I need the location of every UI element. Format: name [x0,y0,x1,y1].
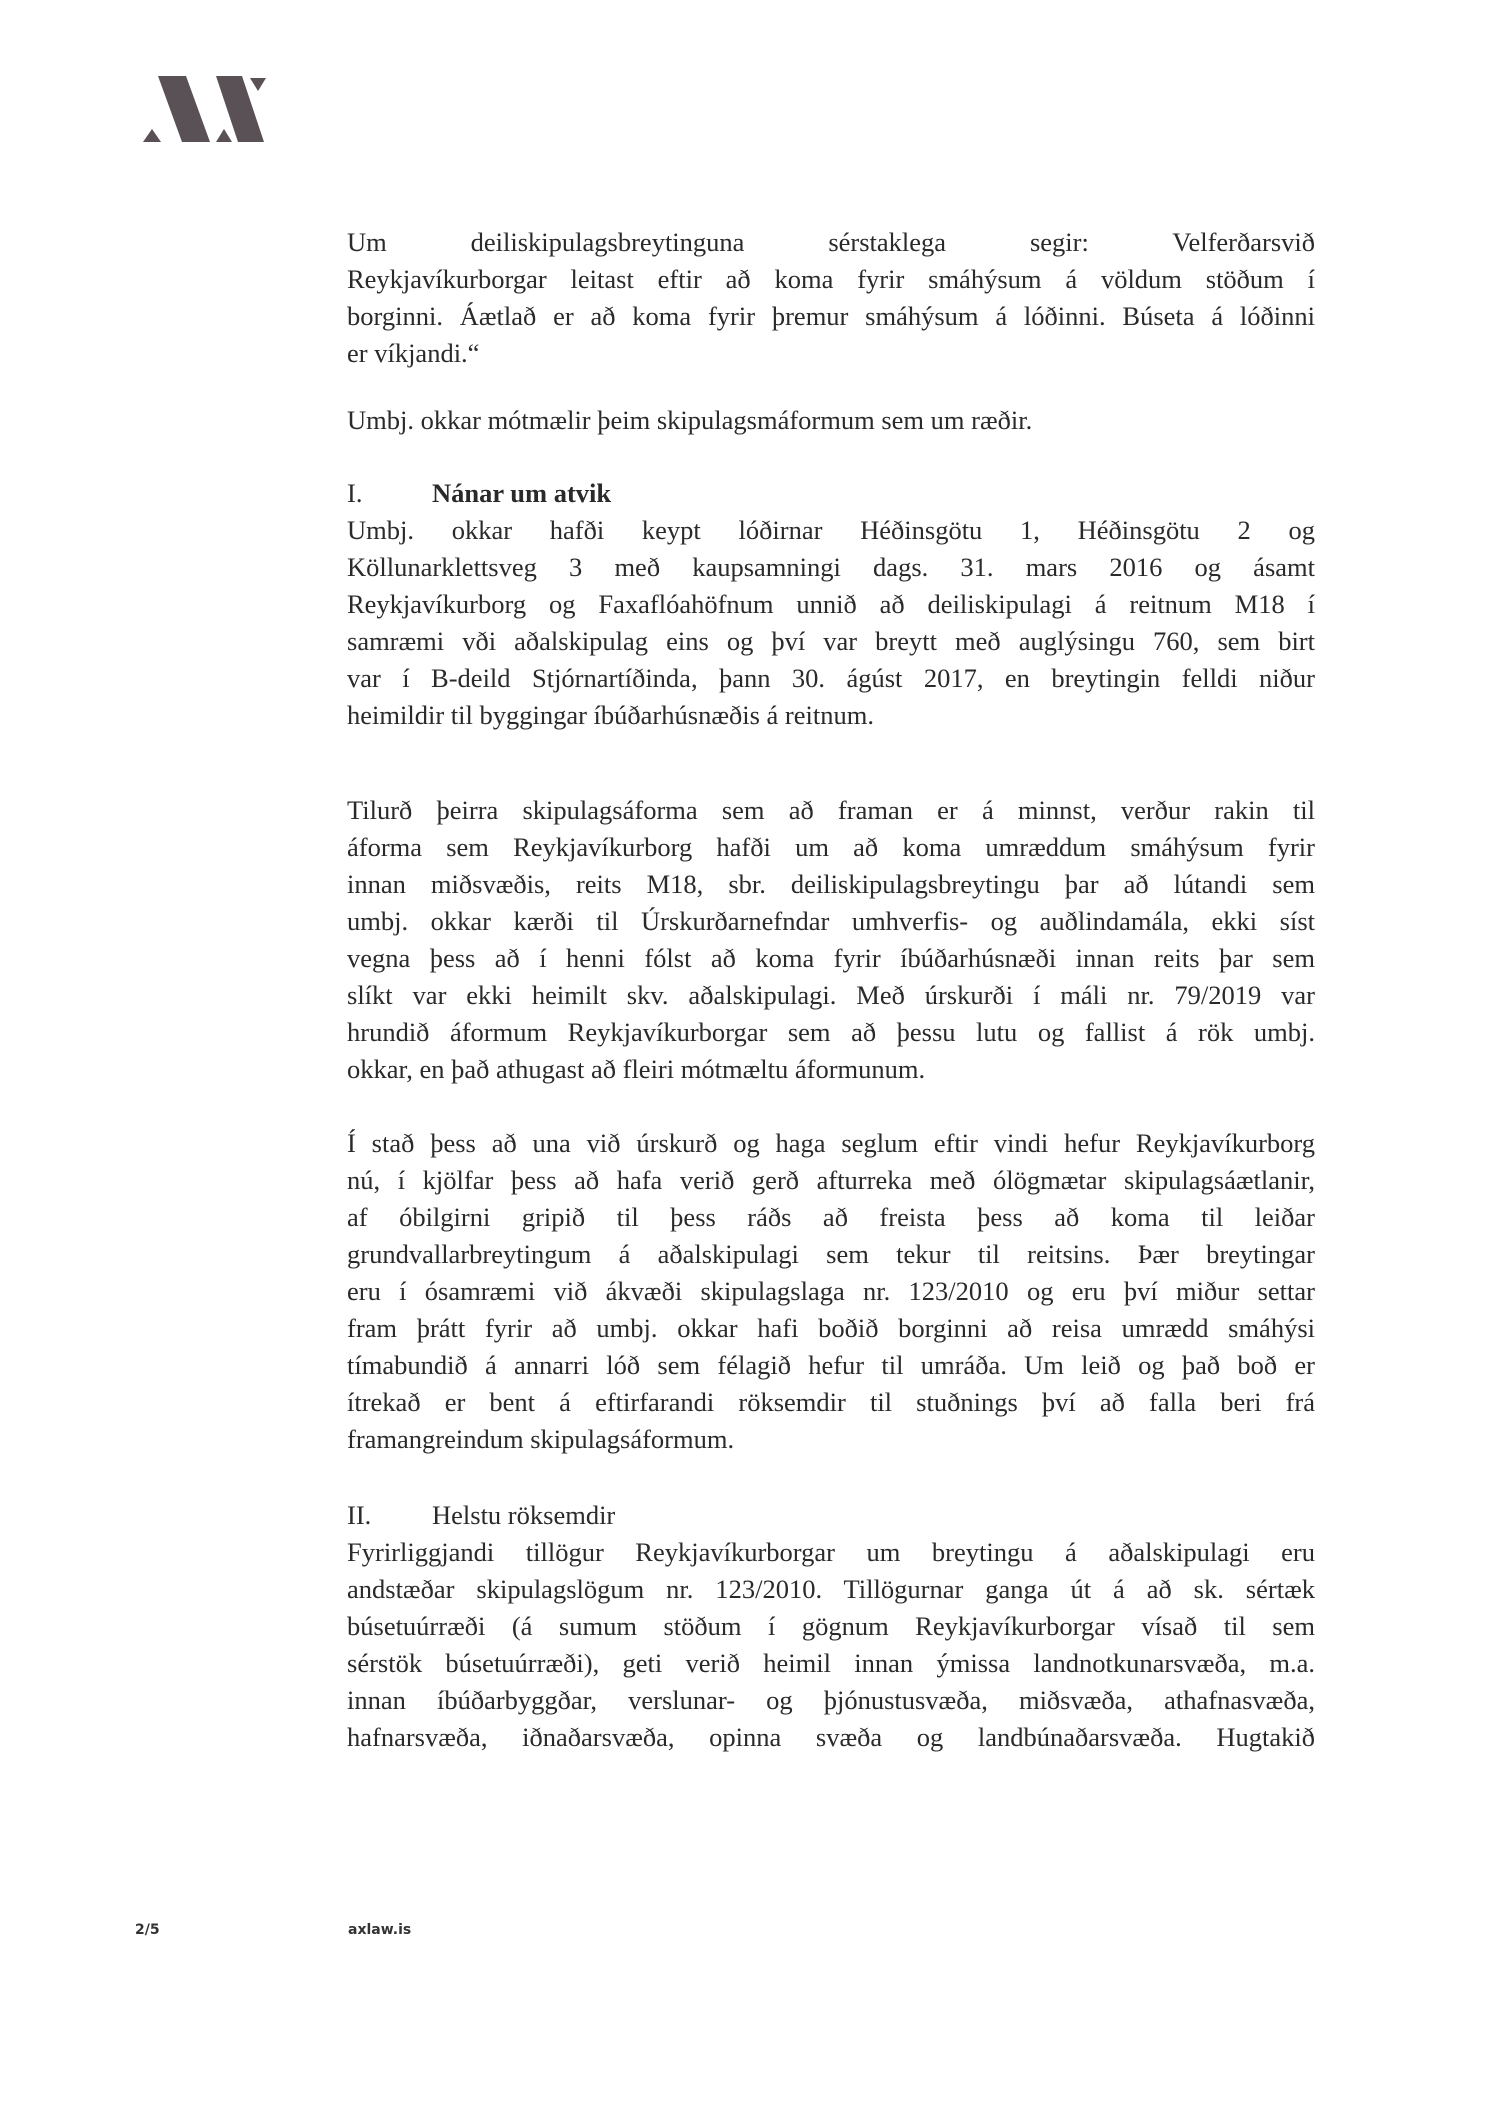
text-line: heimildir til byggingar íbúðarhúsnæðis á reitnum. [347,700,874,730]
ax-logo [138,76,273,142]
text-line: ítrekað er bent á eftirfarandi röksemdir til stuðnings því að falla beri frá [347,1387,1315,1417]
text-line: framangreindum skipulagsáformum. [347,1424,735,1454]
text-line: búsetuúrræði (á sumum stöðum í gögnum Reykjavíkurborgar vísað til sem [347,1611,1315,1641]
website-link[interactable]: axlaw.is [348,1922,412,1938]
text-line: hafnarsvæða, iðnaðarsvæða, opinna svæða og landbúnaðarsvæða. Hugtakið [347,1722,1315,1752]
text-line: grundvallarbreytingum á aðalskipulagi sem tekur til reitsins. Þær breytingar [347,1239,1315,1269]
text-line: innan íbúðarbyggðar, verslunar- og þjónustusvæða, miðsvæða, athafnasvæða, [347,1685,1315,1715]
text-line: Reykjavíkurborgar leitast eftir að koma fyrir smáhýsum á völdum stöðum í [347,264,1315,294]
text-line: umbj. okkar kærði til Úrskurðarnefndar umhverfis- og auðlindamála, ekki síst [347,906,1315,936]
text-line: fram þrátt fyrir að umbj. okkar hafi boðið borginni að reisa umrædd smáhýsi [347,1313,1315,1343]
text-line: andstæðar skipulagslögum nr. 123/2010. Tillögurnar ganga út á að sk. sértæk [347,1574,1315,1604]
text-line: Umbj. okkar mótmælir þeim skipulagsmáformum sem um ræðir. [347,405,1033,435]
text-line: Tilurð þeirra skipulagsáforma sem að framan er á minnst, verður rakin til [347,795,1315,825]
section-number: II. [347,1500,372,1530]
text-line: tímabundið á annarri lóð sem félagið hefur til umráða. Um leið og það boð er [347,1350,1315,1380]
text-line: Reykjavíkurborg og Faxaflóahöfnum unnið að deiliskipulagi á reitnum M18 í [347,589,1315,619]
page-number: 2/5 [135,1922,160,1938]
text-line: Fyrirliggjandi tillögur Reykjavíkurborgar um breytingu á aðalskipulagi eru [347,1537,1315,1567]
text-line: slíkt var ekki heimilt skv. aðalskipulagi. Með úrskurði í máli nr. 79/2019 var [347,980,1315,1010]
text-line: áforma sem Reykjavíkurborg hafði um að koma umræddum smáhýsum fyrir [347,832,1315,862]
text-line: Í stað þess að una við úrskurð og haga seglum eftir vindi hefur Reykjavíkurborg [347,1128,1315,1158]
paragraph-arguments [347,1534,1315,1756]
section-heading-2 [347,1497,1315,1534]
text-line: hrundið áformum Reykjavíkurborgar sem að þessu lutu og fallist á rök umbj. [347,1017,1315,1047]
text-line: eru í ósamræmi við ákvæði skipulagslaga nr. 123/2010 og eru því miður settar [347,1276,1315,1306]
text-line: Um deiliskipulagsbreytinguna sérstaklega segir: Velferðarsvið [347,227,1315,257]
text-line: vegna þess að í henni fólst að koma fyrir íbúðarhúsnæði innan reits þar sem [347,943,1315,973]
text-line: samræmi vði aðalskipulag eins og því var breytt með auglýsingu 760, sem birt [347,626,1315,656]
text-line: okkar, en það athugast að fleiri mótmæltu áformunum. [347,1054,926,1084]
text-line: sérstök búsetuúrræði), geti verið heimil innan ýmissa landnotkunarsvæða, m.a. [347,1648,1315,1678]
paragraph-origin [347,792,1315,1088]
section-facts [347,475,1315,734]
text-line: af óbilgirni gripið til þess ráðs að freista þess að koma til leiðar [347,1202,1315,1232]
section-number: I. [347,478,363,508]
paragraph-facts [347,512,1315,734]
section-heading-1 [347,475,1315,512]
section-title: Helstu röksemdir [432,1500,616,1530]
text-line: var í B-deild Stjórnartíðinda, þann 30. ágúst 2017, en breytingin felldi niður [347,663,1315,693]
section-title: Nánar um atvik [432,478,612,508]
text-line: innan miðsvæðis, reits M18, sbr. deiliskipulagsbreytingu þar að lútandi sem [347,869,1315,899]
text-line: borginni. Áætlað er að koma fyrir þremur smáhýsum á lóðinni. Búseta á lóðinni [347,301,1315,331]
text-line: nú, í kjölfar þess að hafa verið gerð afturreka með ólögmætar skipulagsáætlanir, [347,1165,1315,1195]
text-line: Umbj. okkar hafði keypt lóðirnar Héðinsgötu 1, Héðinsgötu 2 og [347,515,1315,545]
section-arguments [347,1497,1315,1756]
paragraph-instead [347,1125,1315,1458]
text-line: Köllunarklettsveg 3 með kaupsamningi dags. 31. mars 2016 og ásamt [347,552,1315,582]
paragraph-objection [347,402,1315,439]
text-line: er víkjandi.“ [347,338,480,368]
paragraph-quote-end [347,224,1315,372]
